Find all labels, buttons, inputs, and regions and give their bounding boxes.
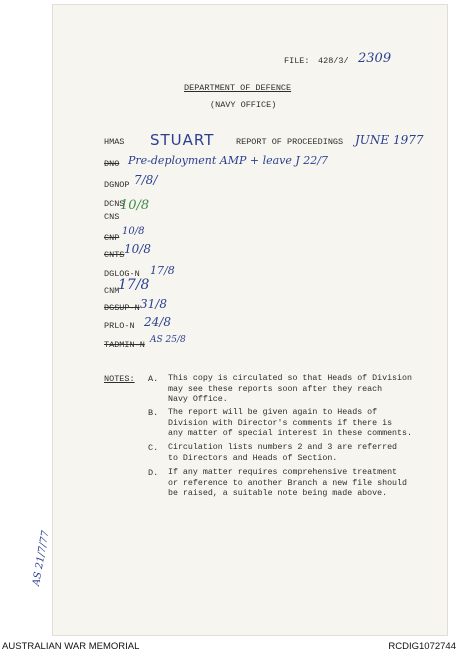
dist-annotation-prlo: 24/8 — [144, 315, 171, 329]
footer-bar — [0, 639, 460, 654]
footer-record-id: RCDIG1072744 — [388, 641, 456, 652]
note-letter-b: B. — [148, 408, 159, 418]
dist-code-dgnop: DGNOP — [104, 180, 130, 190]
dist-code-cns: CNS — [104, 212, 120, 222]
dist-code-dcns: DCNS — [104, 199, 125, 209]
notes-label: NOTES: — [104, 374, 135, 384]
document-page — [52, 4, 448, 636]
dist-code-dno: DNO — [104, 159, 120, 169]
dist-annotation-cns: 10/8 — [120, 198, 150, 213]
dist-annotation-cnts: 10/8 — [124, 242, 151, 256]
note-text-d: If any matter requires comprehensive treatment or reference to another Branch a new file should be raised, a suitable note being made above. — [168, 468, 407, 498]
dist-annotation-dgnop: 7/8/ — [134, 173, 158, 187]
ship-name: STUART — [150, 131, 215, 149]
dist-code-tadmin: TADMIN-N — [104, 340, 145, 350]
dist-code-dglog: DGLOG-N — [104, 269, 140, 279]
report-title: REPORT OF PROCEEDINGS — [236, 137, 344, 147]
margin-initials-note: AS 21/7/77 — [31, 529, 52, 587]
report-month: JUNE 1977 — [355, 133, 424, 147]
dist-code-prlo: PRLO-N — [104, 321, 135, 331]
note-letter-a: A. — [148, 374, 159, 384]
dist-annotation-cnp: 10/8 — [122, 226, 145, 237]
dist-code-cnts: CNTS — [104, 250, 125, 260]
hmas-label: HMAS — [104, 137, 125, 147]
dist-code-dgsup: DGSUP-N — [104, 303, 140, 313]
dist-annotation-tadmin: AS 25/8 — [150, 335, 186, 345]
dist-annotation-dgsup: 31/8 — [140, 297, 167, 311]
dist-annotation-dglog: 17/8 — [150, 264, 175, 277]
note-letter-c: C. — [148, 443, 159, 453]
dist-code-cnm: CNM — [104, 286, 120, 296]
dist-annotation-dno: Pre-deployment AMP + leave J 22/7 — [128, 154, 329, 167]
department-title: DEPARTMENT OF DEFENCE — [184, 83, 292, 93]
office-title: (NAVY OFFICE) — [210, 100, 277, 110]
file-number: 428/3/ — [318, 56, 349, 66]
file-number-handwritten: 2309 — [358, 51, 392, 66]
note-text-c: Circulation lists numbers 2 and 3 are referred to Directors and Heads of Section. — [168, 443, 398, 463]
note-text-b: The report will be given again to Heads of Division with Director's comments if there is any matter of special interest in these comments. — [168, 408, 412, 438]
note-text-a: This copy is circulated so that Heads of Division may see these reports soon after they reach Navy Office. — [168, 374, 412, 404]
dist-code-cnp: CNP — [104, 233, 120, 243]
footer-source: AUSTRALIAN WAR MEMORIAL — [2, 641, 140, 652]
dist-annotation-cnm: 17/8 — [118, 277, 150, 293]
note-letter-d: D. — [148, 468, 159, 478]
file-label: FILE: — [284, 56, 310, 66]
